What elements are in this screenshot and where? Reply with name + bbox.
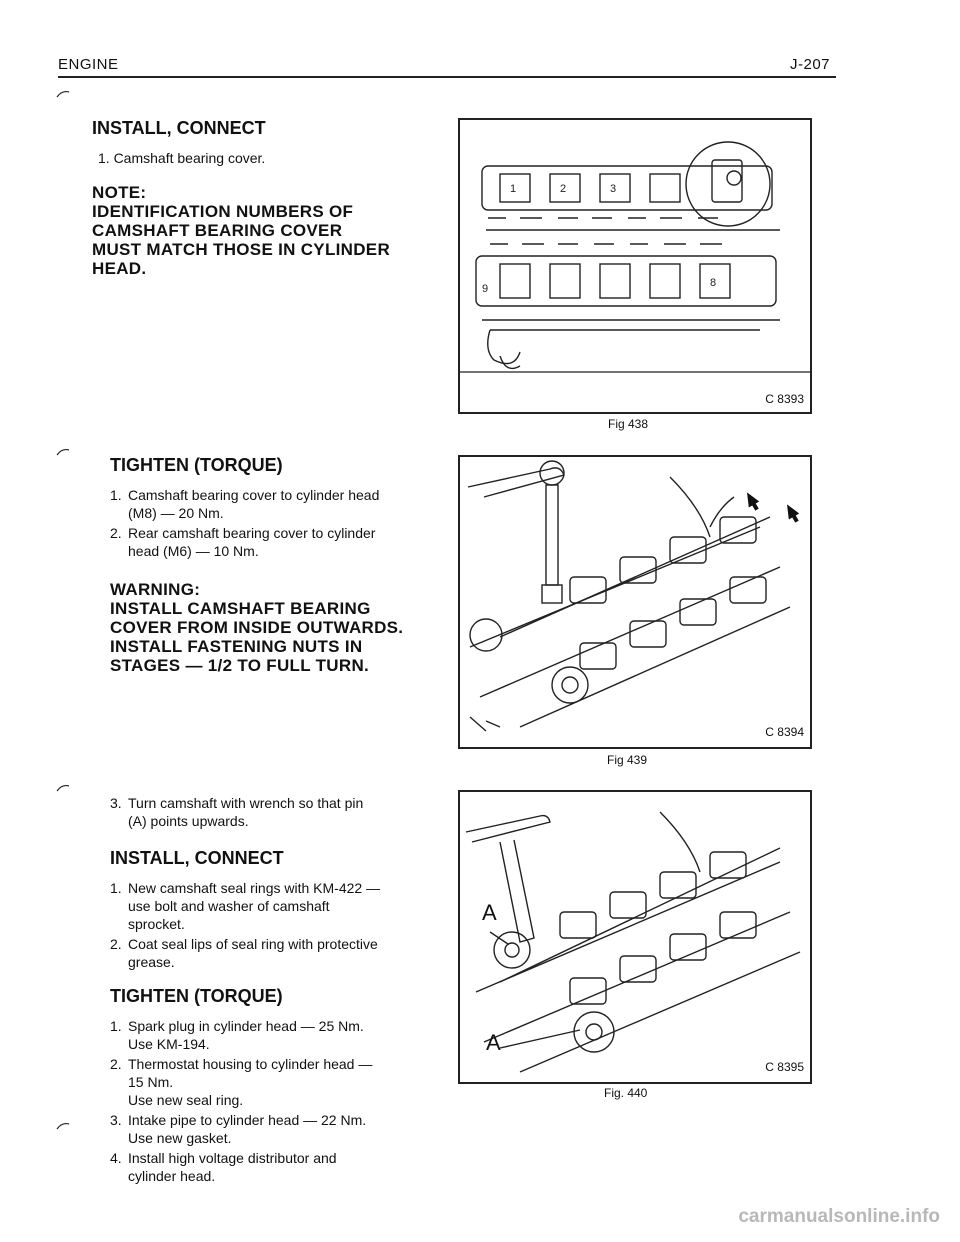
step-line: (A) points upwards. — [128, 813, 249, 829]
torque-wrench-illustration — [460, 457, 810, 747]
list-item — [110, 1111, 450, 1147]
step-line: head (M6) — 10 Nm. — [128, 543, 259, 559]
step-line: Camshaft bearing cover to cylinder head — [128, 487, 380, 503]
figure-code: C 8395 — [765, 1060, 804, 1074]
warning-line: STAGES — 1/2 TO FULL TURN. — [110, 656, 370, 675]
svg-text:3: 3 — [610, 183, 617, 195]
watermark: carmanualsonline.info — [738, 1206, 940, 1227]
warning-line: INSTALL CAMSHAFT BEARING — [110, 599, 371, 618]
svg-text:1: 1 — [510, 183, 517, 195]
step-number: 2. — [110, 525, 122, 541]
step-text: 1. Camshaft bearing cover. — [98, 150, 266, 166]
list-item — [110, 486, 450, 522]
page-number: J-207 — [790, 56, 831, 73]
figure-code: C 8393 — [765, 392, 804, 406]
svg-text:9: 9 — [482, 283, 489, 295]
list-item — [110, 1149, 450, 1185]
figure-438 — [458, 118, 812, 414]
margin-mark — [56, 784, 70, 792]
block-install-connect-2 — [110, 794, 450, 973]
step-number: 1. — [110, 880, 122, 896]
list-item — [110, 1055, 450, 1109]
step-line: Use new seal ring. — [128, 1092, 244, 1108]
step-line: 15 Nm. — [128, 1074, 174, 1090]
step-list — [110, 794, 450, 830]
figure-caption: Fig 438 — [608, 417, 649, 431]
section-heading: TIGHTEN (TORQUE) — [110, 455, 283, 475]
step-line: use bolt and washer of camshaft — [128, 898, 330, 914]
step-number: 1. — [110, 487, 122, 503]
list-item — [110, 524, 450, 560]
step-number: 4. — [110, 1150, 122, 1166]
figure-439 — [458, 455, 812, 749]
warning-line: COVER FROM INSIDE OUTWARDS. — [110, 618, 404, 637]
step-line: New camshaft seal rings with KM-422 — — [128, 880, 381, 896]
warning-line: WARNING: — [110, 580, 201, 599]
block-tighten-torque-2 — [110, 986, 450, 1187]
note-line: HEAD. — [92, 259, 147, 278]
margin-mark — [56, 448, 70, 456]
list-item — [110, 879, 450, 933]
step-line: Turn camshaft with wrench so that pin — [128, 795, 364, 811]
step-line: grease. — [128, 954, 175, 970]
step-line: Coat seal lips of seal ring with protective — [128, 936, 378, 952]
step-line: Use KM-194. — [128, 1036, 210, 1052]
step-number: 3. — [110, 1112, 122, 1128]
step-line: (M8) — 20 Nm. — [128, 505, 224, 521]
camshaft-pin-illustration — [460, 792, 810, 1082]
callout-label-a: A — [486, 1030, 501, 1055]
step-line: Rear camshaft bearing cover to cylinder — [128, 525, 376, 541]
margin-mark — [56, 90, 70, 98]
svg-text:2: 2 — [560, 183, 567, 195]
note-box — [92, 183, 442, 278]
block-tighten-torque-1 — [110, 455, 450, 675]
figure-code: C 8394 — [765, 725, 804, 739]
list-item — [110, 794, 450, 830]
step-list — [110, 879, 450, 971]
svg-text:8: 8 — [710, 277, 717, 289]
figure-caption: Fig 439 — [607, 753, 648, 767]
list-item — [110, 935, 450, 971]
camshaft-cover-illustration — [460, 120, 810, 412]
step-list — [110, 1017, 450, 1185]
block-install-connect-1 — [92, 118, 442, 278]
step-line: cylinder head. — [128, 1168, 216, 1184]
callout-label-a: A — [482, 900, 497, 925]
figure-caption: Fig. 440 — [604, 1086, 648, 1100]
note-line: NOTE: — [92, 183, 147, 202]
note-line: IDENTIFICATION NUMBERS OF — [92, 202, 354, 221]
note-line: MUST MATCH THOSE IN CYLINDER — [92, 240, 391, 259]
step-number: 2. — [110, 936, 122, 952]
step-number: 1. — [110, 1018, 122, 1034]
note-line: CAMSHAFT BEARING COVER — [92, 221, 343, 240]
section-heading: INSTALL, CONNECT — [110, 848, 284, 868]
step-number: 3. — [110, 795, 122, 811]
step-line: Install high voltage distributor and — [128, 1150, 337, 1166]
list-item — [110, 1017, 450, 1053]
header-rule — [58, 76, 836, 78]
section-heading: INSTALL, CONNECT — [92, 118, 266, 138]
section-heading: TIGHTEN (TORQUE) — [110, 986, 283, 1006]
step-line: Spark plug in cylinder head — 25 Nm. — [128, 1018, 364, 1034]
margin-mark — [56, 1122, 70, 1130]
warning-box — [110, 580, 450, 675]
figure-440 — [458, 790, 812, 1084]
step-line: Intake pipe to cylinder head — 22 Nm. — [128, 1112, 367, 1128]
step-number: 2. — [110, 1056, 122, 1072]
warning-line: INSTALL FASTENING NUTS IN — [110, 637, 363, 656]
step-line: sprocket. — [128, 916, 185, 932]
step-line: Thermostat housing to cylinder head — — [128, 1056, 373, 1072]
section-title: ENGINE — [58, 56, 119, 73]
step-list — [110, 486, 450, 560]
step-line: Use new gasket. — [128, 1130, 232, 1146]
